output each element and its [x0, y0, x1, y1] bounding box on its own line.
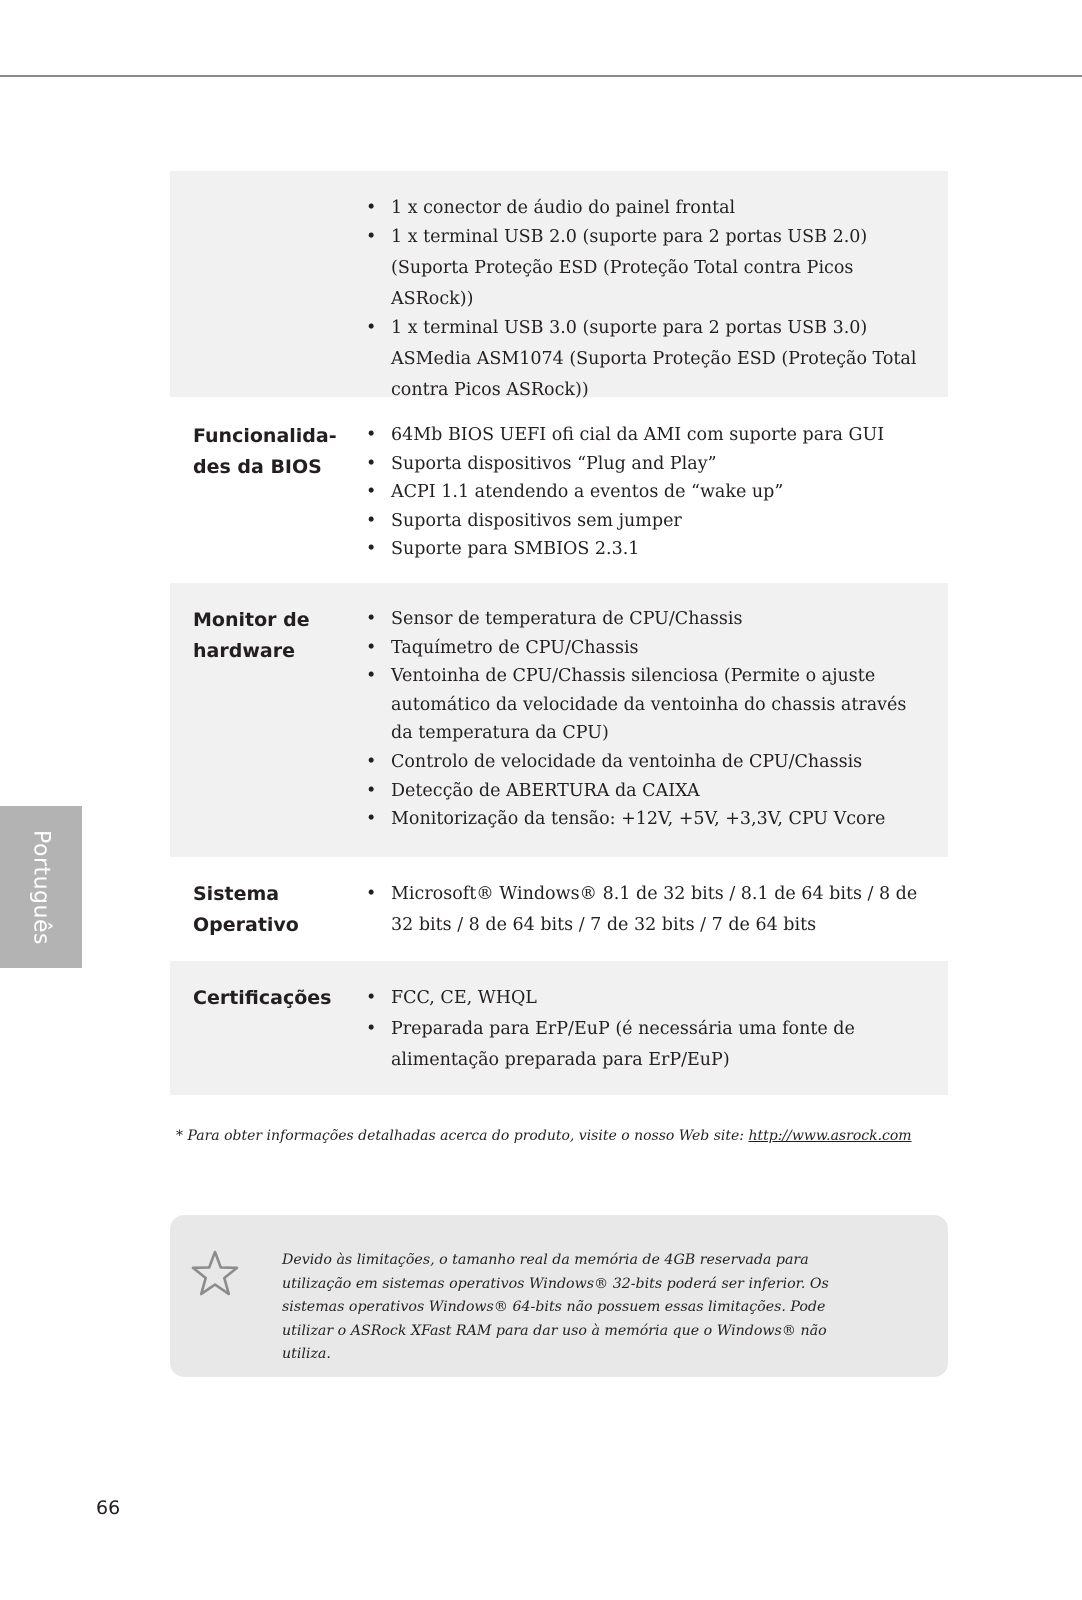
spec-label: Sistema Operativo — [193, 883, 299, 936]
spec-label: Certificações — [193, 987, 332, 1009]
spec-item: • 1 x terminal USB 3.0 (suporte para 2 portas USB 3.0) ASMedia ASM1074 (Suporta Proteção ESD (Proteção Total contra Picos ASRock)) — [366, 313, 930, 406]
spec-list — [366, 605, 948, 837]
spec-label — [170, 193, 366, 377]
spec-row-bios — [170, 397, 948, 583]
page-number: 66 — [96, 1497, 121, 1519]
spec-item: • Microsoft® Windows® 8.1 de 32 bits / 8.1 de 64 bits / 8 de 32 bits / 8 de 64 bits / 7 de 32 bits / 7 de 64 bits — [366, 879, 930, 941]
spec-row-connectors — [170, 171, 948, 400]
spec-item: • 1 x terminal USB 2.0 (suporte para 2 portas USB 2.0) (Suporta Proteção ESD (Proteção Total contra Picos ASRock)) — [366, 222, 930, 315]
footnote-text: * Para obter informações detalhadas acerca do produto, visite o nosso Web site: — [176, 1128, 749, 1144]
specification-table — [170, 171, 948, 1095]
asrock-website-link[interactable]: http://www.asrock.com — [748, 1128, 912, 1144]
footnote — [176, 1128, 912, 1144]
header-rule — [0, 75, 1082, 77]
spec-item: • FCC, CE, WHQL — [366, 983, 930, 1014]
spec-item: • Controlo de velocidade da ventoinha de CPU/Chassis — [366, 748, 930, 777]
spec-item: • 64Mb BIOS UEFI ofi cial da AMI com suporte para GUI — [366, 421, 930, 450]
spec-item: • Suporta dispositivos sem jumper — [366, 507, 930, 536]
spec-label: Funcionalida-des da BIOS — [193, 425, 337, 478]
spec-list — [366, 193, 948, 400]
spec-list — [366, 983, 948, 1075]
spec-list — [366, 421, 948, 561]
memory-note-box — [170, 1215, 948, 1377]
spec-list — [366, 879, 948, 941]
language-side-tab — [0, 806, 82, 968]
spec-item: • Taquímetro de CPU/Chassis — [366, 634, 930, 663]
spec-row-hardware-monitor — [170, 583, 948, 857]
language-tab-label: Português — [28, 829, 54, 945]
spec-item: • 1 x conector de áudio do painel frontal — [366, 193, 930, 224]
star-outline-icon — [190, 1249, 240, 1297]
spec-item: • Monitorização da tensão: +12V, +5V, +3,3V, CPU Vcore — [366, 805, 930, 834]
spec-row-certifications — [170, 961, 948, 1095]
spec-item: • Suporte para SMBIOS 2.3.1 — [366, 535, 930, 564]
spec-row-os — [170, 857, 948, 961]
spec-item: • Suporta dispositivos “Plug and Play” — [366, 450, 930, 479]
spec-item: • Preparada para ErP/EuP (é necessária uma fonte de alimentação preparada para ErP/EuP) — [366, 1014, 930, 1076]
spec-item: • ACPI 1.1 atendendo a eventos de “wake up” — [366, 478, 930, 507]
spec-item: • Detecção de ABERTURA da CAIXA — [366, 777, 930, 806]
spec-item: • Ventoinha de CPU/Chassis silenciosa (Permite o ajuste automático da velocidade da ventoinha do chassis através da temperatura da CPU) — [366, 662, 930, 748]
spec-item: • Sensor de temperatura de CPU/Chassis — [366, 605, 930, 634]
memory-note-text: Devido às limitações, o tamanho real da memória de 4GB reservada para utilização em sistemas operativos Windows® 32-bits poderá ser inferior. Os sistemas operativos Windows® 64-bits não possuem essas limitações. Pode utilizar o ASRock XFast RAM para dar uso à memória que o Windows® não utiliza. — [282, 1252, 829, 1362]
spec-label: Monitor de hardware — [193, 609, 310, 662]
